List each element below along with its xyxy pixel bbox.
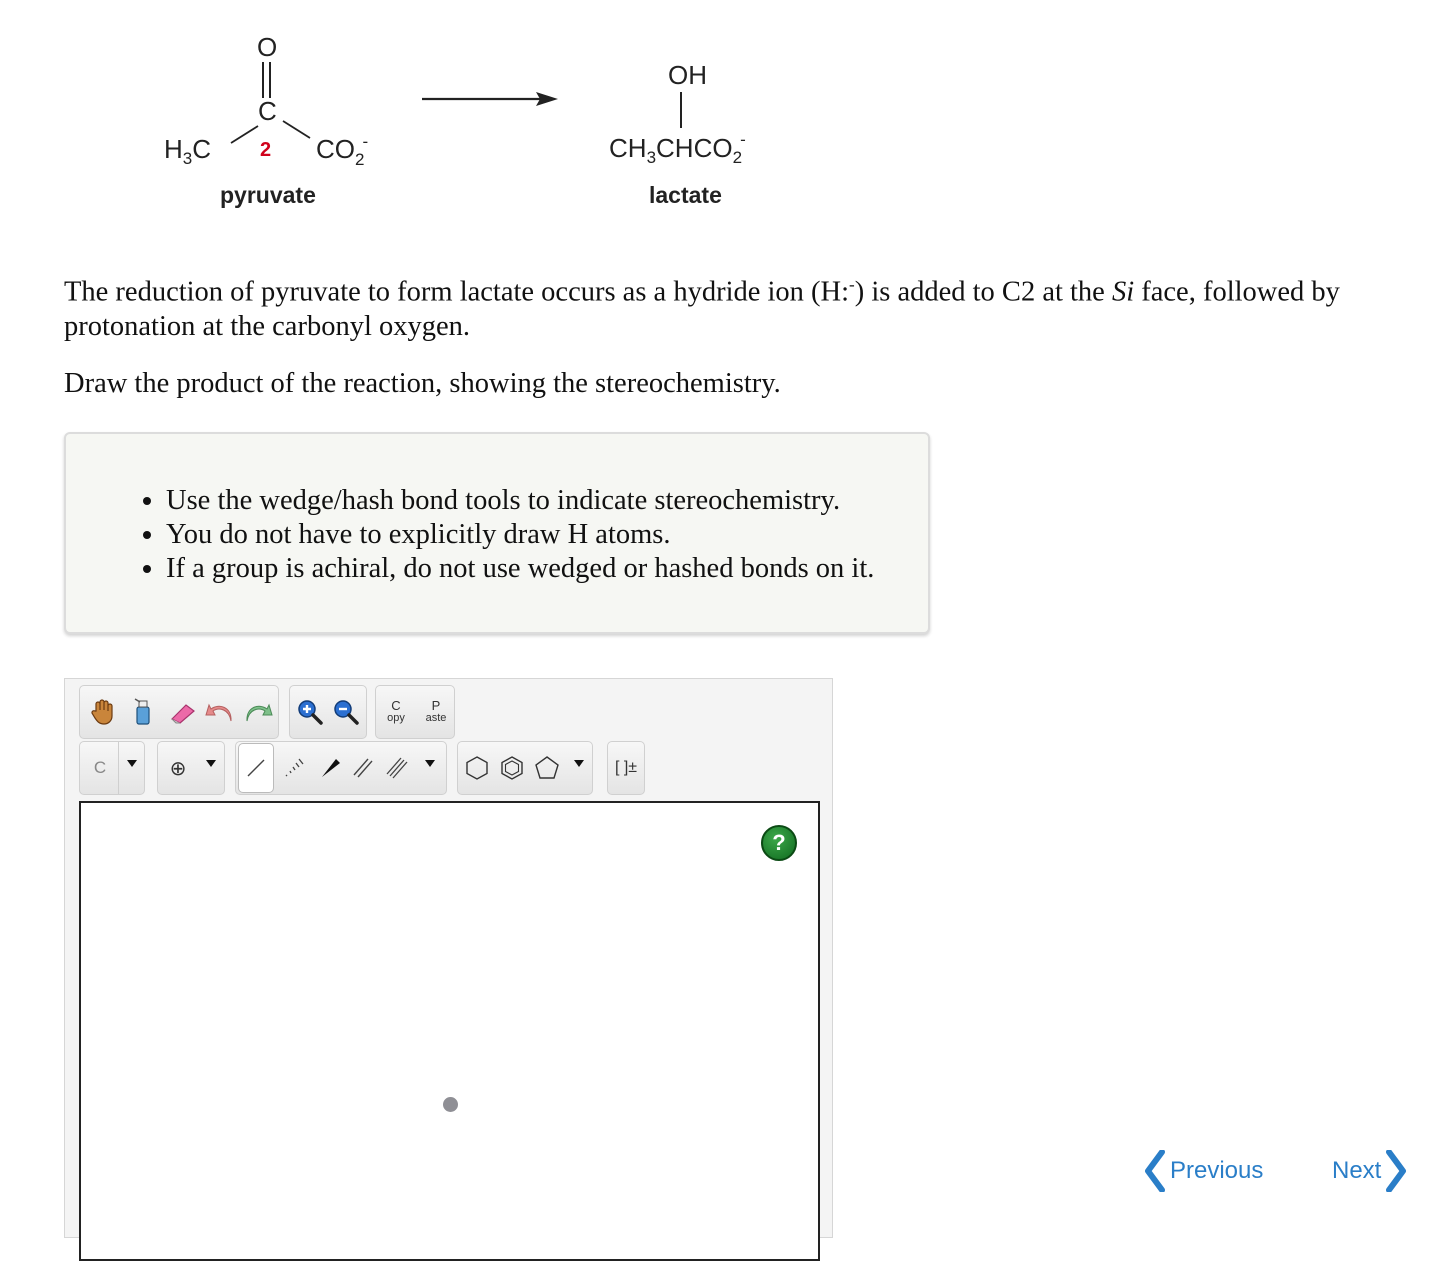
edit-tools-group bbox=[79, 685, 279, 739]
cyclopentane-button[interactable] bbox=[530, 742, 564, 794]
chevron-down-icon bbox=[127, 760, 137, 767]
next-button[interactable] bbox=[1332, 1150, 1407, 1192]
hydroxyl-label: OH bbox=[668, 60, 707, 90]
double-bond-icon bbox=[352, 757, 374, 779]
copy-label-bottom: opy bbox=[387, 712, 405, 724]
copy-button[interactable] bbox=[378, 686, 414, 738]
atom-dropdown[interactable] bbox=[118, 742, 145, 794]
lactate-structure bbox=[609, 60, 746, 208]
paste-label-bottom: aste bbox=[425, 712, 447, 724]
zoom-in-button[interactable] bbox=[292, 686, 328, 738]
zoom-out-icon bbox=[332, 698, 360, 726]
triple-bond-icon bbox=[386, 757, 408, 779]
previous-label: Previous bbox=[1170, 1157, 1264, 1184]
question-paragraph bbox=[64, 268, 1404, 344]
question-text-part1: The reduction of pyruvate to form lactate occurs as a hydride ion (H: bbox=[64, 276, 850, 308]
zoom-out-button[interactable] bbox=[328, 686, 364, 738]
bracket-group bbox=[607, 741, 645, 795]
carbonyl-carbon-label: C bbox=[258, 96, 277, 126]
bond-dropdown[interactable] bbox=[416, 742, 444, 794]
molecule-editor bbox=[64, 678, 833, 1238]
single-bond-icon bbox=[245, 757, 267, 779]
ring-dropdown[interactable] bbox=[566, 742, 592, 794]
undo-icon bbox=[205, 699, 235, 725]
paste-label-top: P bbox=[431, 698, 441, 713]
drawing-canvas[interactable] bbox=[79, 801, 820, 1261]
bracket-charge-button[interactable]: [ ]± bbox=[614, 759, 638, 776]
question-text-part3: face, followed by protonation at the carbonyl oxygen. bbox=[64, 276, 1340, 342]
atom-select-group bbox=[79, 741, 145, 795]
help-button[interactable]: ? bbox=[761, 825, 797, 861]
chevron-down-icon bbox=[574, 760, 584, 767]
chevron-down-icon bbox=[206, 760, 216, 767]
lactate-name: lactate bbox=[649, 182, 722, 208]
bond-tools-group bbox=[235, 741, 447, 795]
clear-tool-button[interactable] bbox=[124, 686, 162, 738]
hash-bond-button[interactable] bbox=[276, 742, 312, 794]
c2-number-label: 2 bbox=[260, 139, 272, 161]
double-bond-button[interactable] bbox=[346, 742, 380, 794]
pyruvate-name: pyruvate bbox=[220, 182, 316, 208]
hand-icon bbox=[90, 698, 116, 726]
charge-group bbox=[157, 741, 225, 795]
benzene-icon bbox=[499, 755, 525, 781]
hand-tool-button[interactable] bbox=[84, 686, 122, 738]
clear-canvas-icon bbox=[132, 698, 154, 726]
charge-dropdown[interactable] bbox=[198, 742, 224, 794]
redo-icon bbox=[243, 699, 273, 725]
instruction-paragraph: Draw the product of the reaction, showing the stereochemistry. bbox=[64, 368, 781, 399]
hint-item: • You do not have to explicitly draw H atoms. bbox=[166, 518, 874, 552]
wedge-bond-icon bbox=[319, 757, 341, 779]
pyruvate-structure bbox=[164, 32, 368, 208]
cyclopentane-icon bbox=[534, 755, 560, 781]
hint-item: • Use the wedge/hash bond tools to indicate stereochemistry. bbox=[166, 484, 874, 518]
chevron-left-icon bbox=[1144, 1150, 1166, 1192]
hints-box bbox=[64, 432, 930, 634]
next-label: Next bbox=[1332, 1157, 1382, 1184]
carboxylate-label: $CO_2-$ bbox=[316, 132, 369, 169]
eraser-tool-button[interactable] bbox=[164, 686, 202, 738]
paste-button[interactable] bbox=[418, 686, 454, 738]
undo-button[interactable] bbox=[202, 686, 238, 738]
reaction-scheme bbox=[0, 0, 900, 230]
chevron-down-icon bbox=[425, 760, 435, 767]
single-bond-button[interactable] bbox=[238, 743, 274, 793]
charge-button[interactable]: ⊕ bbox=[169, 757, 187, 780]
hydride-charge: - bbox=[849, 275, 855, 294]
si-face-term: Si bbox=[1111, 276, 1135, 308]
cyclohexane-button[interactable] bbox=[460, 742, 494, 794]
question-text-part2: ) is added to C2 at the bbox=[854, 276, 1112, 308]
redo-button[interactable] bbox=[240, 686, 276, 738]
canvas-cursor-dot bbox=[443, 1097, 458, 1112]
triple-bond-button[interactable] bbox=[380, 742, 414, 794]
zoom-group bbox=[289, 685, 367, 739]
clipboard-group bbox=[375, 685, 455, 739]
previous-button[interactable] bbox=[1144, 1150, 1263, 1192]
hints-list bbox=[166, 484, 874, 586]
chevron-right-icon bbox=[1385, 1150, 1407, 1192]
ring-tools-group bbox=[457, 741, 593, 795]
eraser-icon bbox=[168, 699, 198, 725]
zoom-in-icon bbox=[296, 698, 324, 726]
copy-label-top: C bbox=[391, 698, 401, 713]
reaction-arrow bbox=[422, 92, 558, 106]
atom-carbon-button[interactable]: C bbox=[93, 758, 107, 777]
cyclohexane-icon bbox=[464, 755, 490, 781]
methyl-group-label: $H_3C$ bbox=[164, 134, 212, 168]
carbonyl-oxygen-label: O bbox=[257, 32, 278, 62]
lactate-formula: $CH_3CHCO_2-$ bbox=[609, 130, 746, 167]
benzene-button[interactable] bbox=[494, 742, 530, 794]
hash-bond-icon bbox=[283, 757, 305, 779]
wedge-bond-button[interactable] bbox=[312, 742, 348, 794]
hint-item: • If a group is achiral, do not use wedged or hashed bonds on it. bbox=[166, 552, 874, 586]
